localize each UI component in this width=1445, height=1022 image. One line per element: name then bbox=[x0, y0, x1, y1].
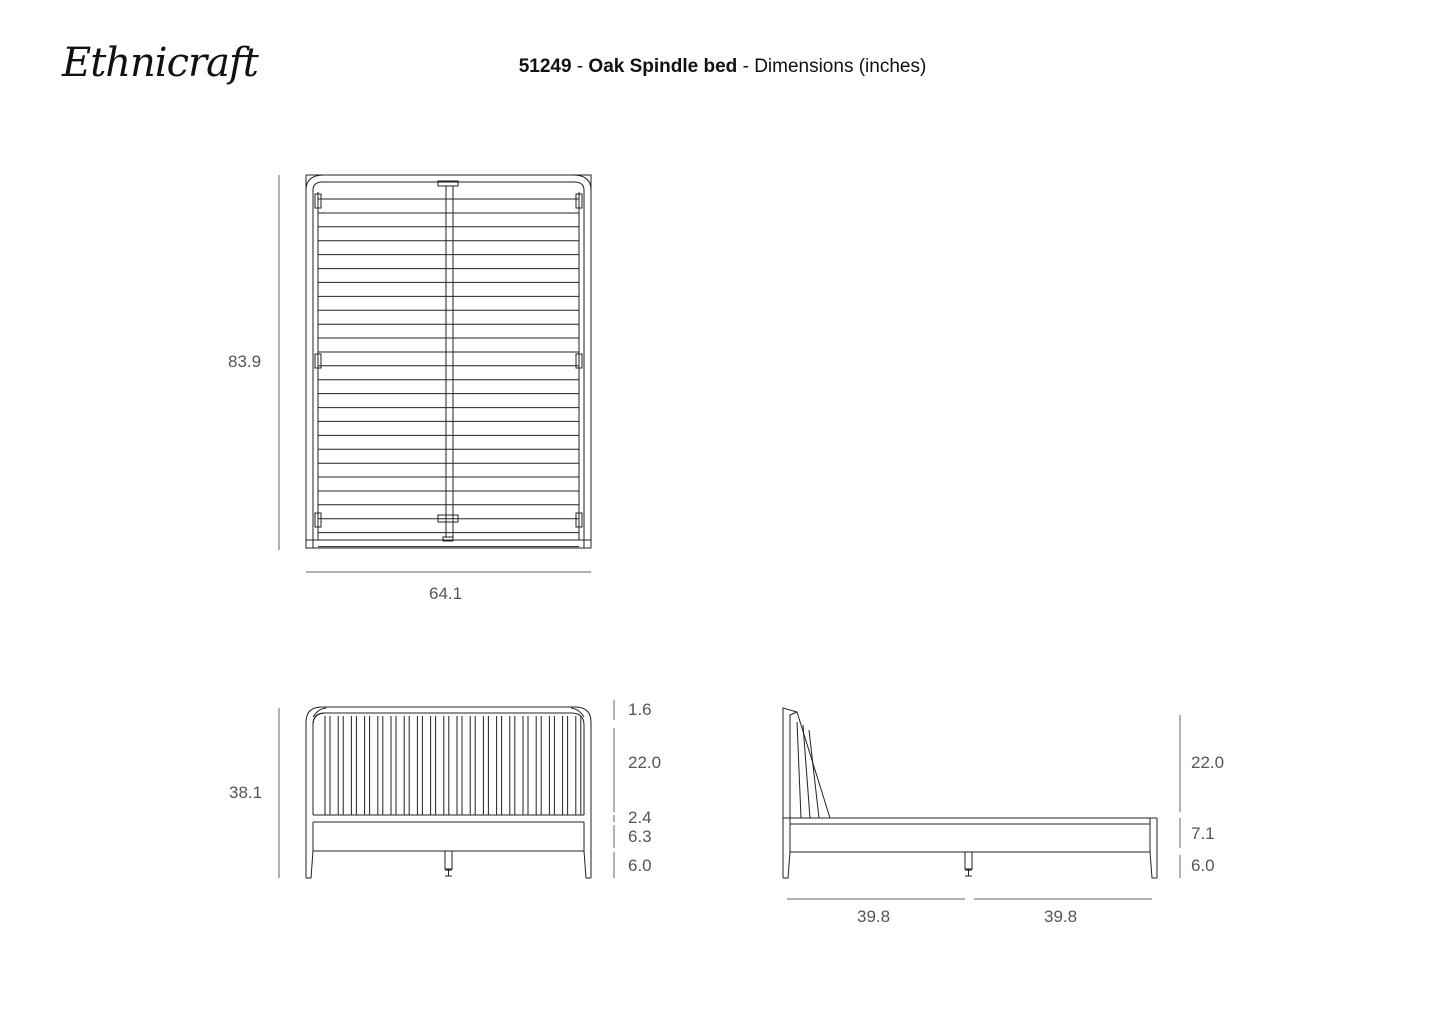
side-spindle-line bbox=[803, 725, 810, 818]
title-subtitle: Dimensions (inches) bbox=[754, 56, 927, 77]
front-center-foot bbox=[445, 870, 452, 876]
front-spindles-label: 22.0 bbox=[628, 753, 662, 772]
front-center-leg bbox=[445, 851, 452, 869]
side-spindles-label: 22.0 bbox=[1191, 753, 1225, 772]
front-frame-label: 6.3 bbox=[628, 827, 652, 846]
front-corner-detail-left-2 bbox=[313, 708, 326, 717]
product-name: Oak Spindle bed bbox=[588, 56, 738, 77]
side-view bbox=[783, 708, 1157, 878]
side-spindle-line bbox=[797, 722, 801, 818]
title-separator: - bbox=[737, 56, 755, 77]
top-slats bbox=[318, 199, 579, 547]
top-inner-frame bbox=[313, 182, 584, 548]
ethnicraft-logo: Ethnicraft bbox=[62, 40, 258, 86]
product-code: 51249 bbox=[518, 56, 572, 77]
top-depth-label: 83.9 bbox=[228, 352, 262, 371]
side-leg-label: 6.0 bbox=[1191, 856, 1215, 875]
side-half-length-right-label: 39.8 bbox=[1044, 907, 1078, 926]
front-spindles bbox=[325, 716, 581, 815]
top-dimension-lines bbox=[279, 175, 591, 572]
front-headboard-top-label: 1.6 bbox=[628, 700, 652, 719]
side-spindles bbox=[797, 722, 819, 818]
side-half-length-left-label: 39.8 bbox=[857, 907, 891, 926]
front-leg-left bbox=[306, 851, 313, 878]
side-leg-left bbox=[783, 852, 790, 878]
front-total-height-label: 38.1 bbox=[229, 783, 263, 802]
front-rail-label: 2.4 bbox=[628, 808, 652, 827]
side-frame-label: 7.1 bbox=[1191, 824, 1215, 843]
front-corner-detail-right-2 bbox=[571, 708, 584, 717]
title-separator: - bbox=[571, 56, 589, 77]
top-width-label: 64.1 bbox=[429, 584, 463, 603]
side-center-foot bbox=[965, 870, 972, 876]
front-leg-label: 6.0 bbox=[628, 856, 652, 875]
top-outer-frame bbox=[306, 175, 591, 548]
side-leg-right bbox=[1150, 852, 1157, 878]
top-view bbox=[306, 175, 591, 548]
front-leg-right bbox=[584, 851, 591, 878]
side-dimension-lines bbox=[787, 715, 1180, 899]
side-center-leg bbox=[965, 852, 972, 869]
side-headboard-inner bbox=[790, 712, 797, 818]
side-spindle-line bbox=[809, 730, 819, 818]
front-view bbox=[306, 707, 591, 878]
